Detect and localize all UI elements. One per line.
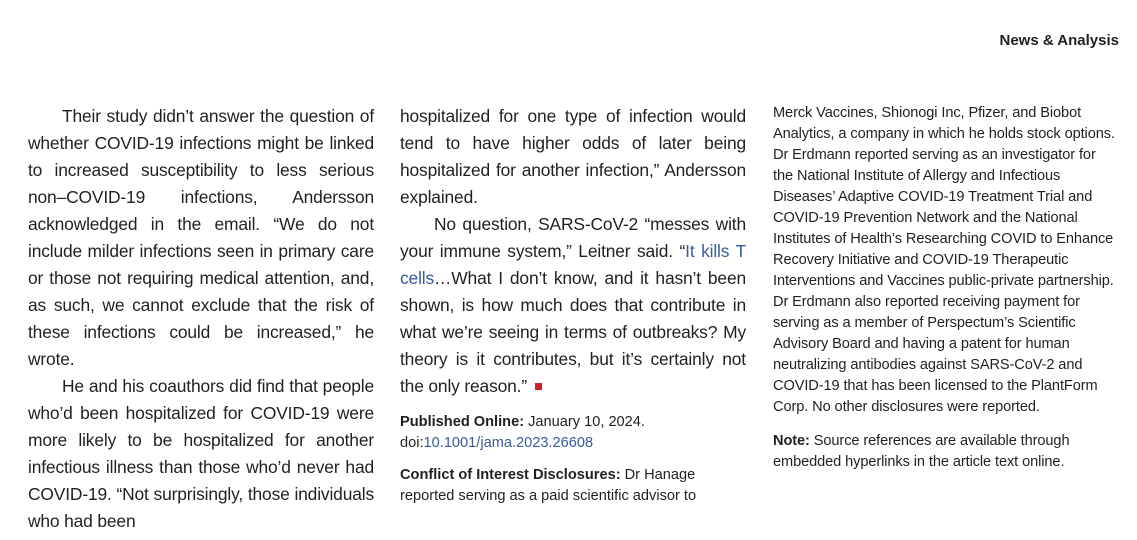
section-label: News & Analysis: [999, 32, 1119, 49]
article-column-2: [400, 103, 746, 507]
published-label: Published Online:: [400, 414, 525, 430]
note: [773, 431, 1119, 473]
quote-text-after: …What I don’t know, and it hasn’t been shown, is how much does that contribute in what we’re seeing in terms of outbreaks? My theory is it contributes, but it’s certainly not the only reason.”: [400, 268, 746, 396]
coi-text: Dr Hanage reported serving as a paid scientific advisor to: [400, 467, 697, 504]
article-column-3: [773, 103, 1119, 473]
article-paragraph-quote: [400, 211, 746, 400]
coi-continuation: Merck Vaccines, Shionogi Inc, Pfizer, and Biobot Analytics, a company in which he holds stock options. Dr Erdmann reported serving as an investigator for the National Institute of Allergy and Infectious Diseases’ Adaptive COVID-19 Treatment Trial and COVID-19 Prevention Network and the National Institutes of Health’s Researching COVID to Enhance Recovery Initiative and COVID-19 Therapeutic Interventions and Vaccines public-private partnership. Dr Erdmann also reported receiving payment for serving as a member of Perspectum’s Scientific Advisory Board and having a patent for human neutralizing antibodies against SARS-CoV-2 and COVID-19 that has been licensed to the PlantForm Corp. No other disclosures were reported.: [773, 105, 1115, 415]
doi-prefix: doi:: [400, 435, 424, 451]
note-text: Source references are available through embedded hyperlinks in the article text online.: [773, 433, 1070, 470]
conflict-of-interest-disclosures: [400, 465, 746, 507]
article-column-1: [28, 103, 374, 535]
article-paragraph: hospitalized for one type of infection would tend to have higher odds of later being hospitalized for another infection,” Andersson explained.: [400, 106, 746, 207]
article-paragraph: He and his coauthors did find that people who’d been hospitalized for COVID-19 were more likely to be hospitalized for another infectious illness than those who’d never had COVID-19. “Not surprisingly, those individuals who had been: [28, 376, 374, 531]
article-paragraph: Their study didn’t answer the question of whether COVID-19 infections might be linked to increased susceptibility to less serious non–COVID-19 infections, Andersson acknowledged in the email. “We do not include milder infections seen in primary care or those not requiring medical attention, and, as such, we cannot exclude that the risk of these infections could be increased,” he wrote.: [28, 106, 374, 369]
doi-link[interactable]: 10.1001/jama.2023.26608: [423, 435, 594, 451]
note-label: Note:: [773, 433, 810, 449]
coi-label: Conflict of Interest Disclosures:: [400, 467, 621, 483]
published-date: January 10, 2024.: [528, 414, 645, 430]
it-kills-t-cells-link[interactable]: It kills T cells: [400, 241, 746, 288]
end-of-article-mark-icon: [535, 383, 542, 390]
published-online: [400, 412, 746, 454]
quote-text-before: No question, SARS-CoV-2 “messes with your immune system,” Leitner said. “: [400, 214, 746, 261]
